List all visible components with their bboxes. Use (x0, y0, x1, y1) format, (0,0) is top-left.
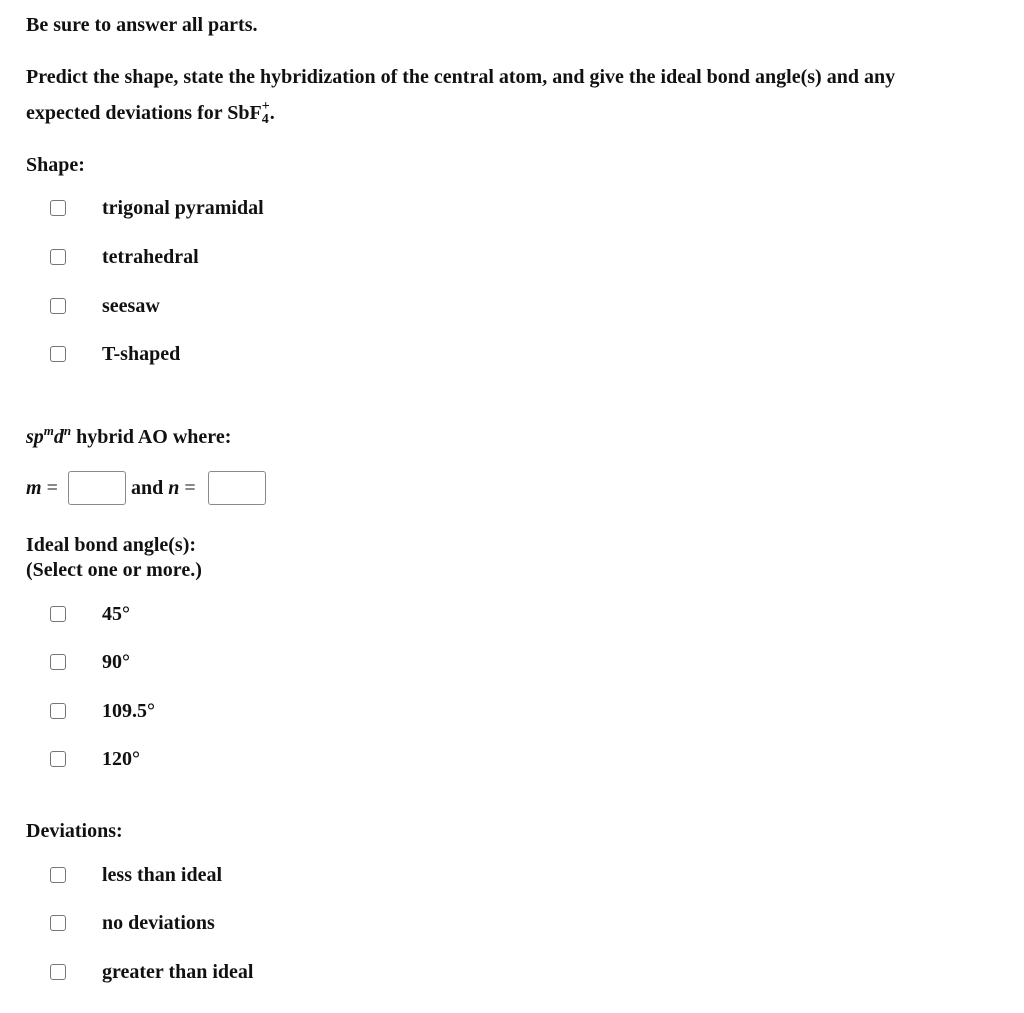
shape-checkbox-3[interactable] (50, 298, 66, 314)
deviation-checkbox-1[interactable] (50, 867, 66, 883)
m-equals: = (46, 477, 58, 499)
hybrid-d: d (53, 426, 64, 448)
angle-checkbox-3[interactable] (50, 703, 66, 719)
hybrid-sp: sp (26, 426, 44, 448)
deviation-option-none[interactable] (50, 912, 215, 934)
n-equals: = (184, 477, 196, 499)
n-label (131, 476, 196, 500)
shape-option-seesaw[interactable] (50, 295, 160, 317)
deviation-checkbox-2[interactable] (50, 915, 66, 931)
angle-checkbox-1[interactable] (50, 606, 66, 622)
angle-checkbox-2[interactable] (50, 654, 66, 670)
angle-option-label: 90° (102, 651, 130, 673)
angle-option-90[interactable] (50, 651, 130, 673)
n-input[interactable] (208, 471, 266, 505)
formula-subscript: 4 (261, 112, 269, 127)
angles-subheading: (Select one or more.) (26, 559, 202, 581)
m-var: m (26, 477, 42, 499)
shape-heading: Shape: (26, 154, 85, 176)
deviations-heading: Deviations: (26, 820, 123, 842)
deviation-option-label: greater than ideal (102, 961, 254, 983)
angle-option-label: 45° (102, 603, 130, 625)
deviation-option-greater[interactable] (50, 961, 254, 983)
shape-checkbox-2[interactable] (50, 249, 66, 265)
angle-option-45[interactable] (50, 603, 130, 625)
shape-checkbox-4[interactable] (50, 346, 66, 362)
hybrid-m-sup: m (43, 423, 54, 438)
hybrid-n-sup: n (63, 423, 72, 438)
deviation-option-label: less than ideal (102, 864, 223, 886)
shape-option-label: T-shaped (102, 343, 181, 365)
deviation-checkbox-3[interactable] (50, 964, 66, 980)
instruction-text: Be sure to answer all parts. (26, 14, 258, 36)
shape-option-label: tetrahedral (102, 246, 199, 268)
shape-option-trigonal-pyramidal[interactable] (50, 197, 264, 219)
angle-checkbox-4[interactable] (50, 751, 66, 767)
m-label (26, 476, 58, 500)
question-line-2-end: . (269, 102, 275, 124)
question-line-2 (26, 95, 275, 132)
formula-superscript: + (261, 99, 270, 114)
angle-option-120[interactable] (50, 748, 140, 770)
hybrid-heading (26, 419, 231, 449)
shape-option-t-shaped[interactable] (50, 343, 181, 365)
shape-checkbox-1[interactable] (50, 200, 66, 216)
m-input[interactable] (68, 471, 126, 505)
angle-option-label: 109.5° (102, 700, 155, 722)
hybrid-suffix: hybrid AO where: (71, 426, 232, 448)
deviation-option-less[interactable] (50, 864, 223, 886)
angle-option-109-5[interactable] (50, 700, 155, 722)
question-line-2-text: expected deviations for SbF (26, 102, 262, 124)
shape-option-label: trigonal pyramidal (102, 197, 264, 219)
shape-option-tetrahedral[interactable] (50, 246, 199, 268)
deviation-option-label: no deviations (102, 912, 215, 934)
question-line-1: Predict the shape, state the hybridization of the central atom, and give the ideal bond angle(s) and any (26, 66, 896, 88)
shape-option-label: seesaw (102, 295, 160, 317)
n-var: n (168, 477, 180, 499)
angle-option-label: 120° (102, 748, 140, 770)
and-text: and (131, 477, 169, 499)
angles-heading: Ideal bond angle(s): (26, 534, 197, 556)
